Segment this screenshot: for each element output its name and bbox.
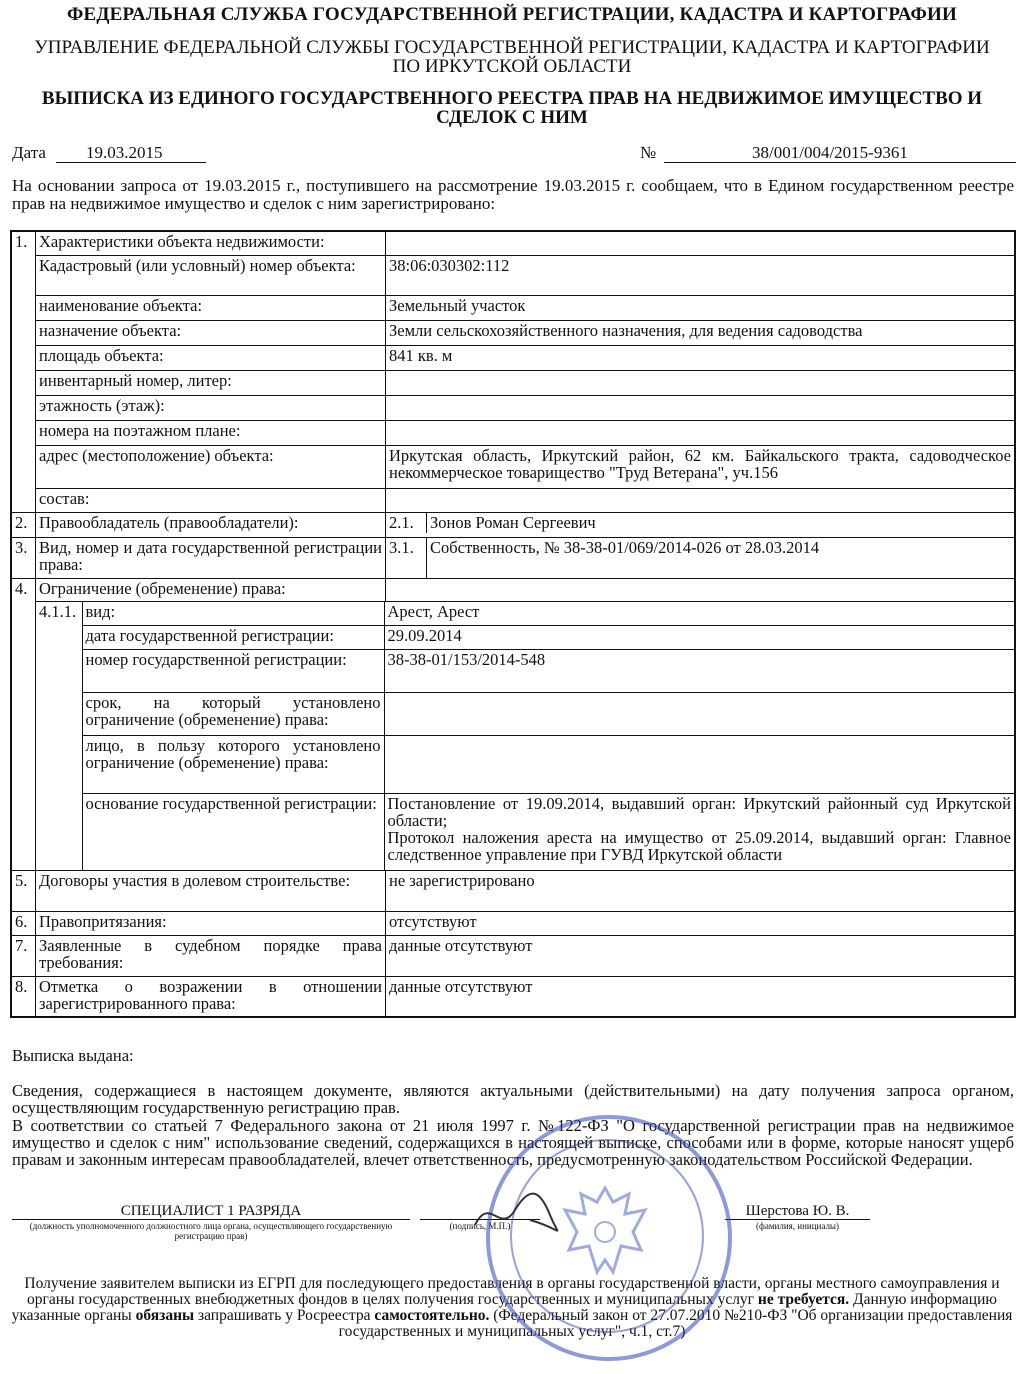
- signature-caption: (подпись, М.П.): [449, 1221, 511, 1231]
- court-claims-label: Заявленные в судебном порядке права требования:: [36, 935, 386, 976]
- inventory-label: инвентарный номер, литер:: [36, 370, 386, 395]
- address-label: адрес (местоположение) объекта:: [36, 445, 386, 488]
- regdate-value: 29.09.2014: [384, 626, 1014, 650]
- department-title: [0, 38, 1024, 76]
- owner-name: Зонов Роман Сергеевич: [430, 512, 596, 532]
- kind-value: Арест, Арест: [384, 602, 1014, 626]
- kind-label: вид:: [82, 602, 384, 626]
- person-label: лицо, в пользу которого установлено ограничение (обременение) права:: [82, 736, 384, 794]
- number-label: №: [640, 143, 657, 162]
- regdate-label: дата государственной регистрации:: [82, 626, 384, 650]
- signer-position: СПЕЦИАЛИСТ 1 РАЗРЯДА: [120, 1203, 302, 1219]
- right-label: Вид, номер и дата государственной регистрации права:: [36, 537, 386, 578]
- bottom-note: Получение заявителем выписки из ЕГРП для последующего предоставления в органы государственной власти, органы местного самоуправления и органы государственных внебюджетных фондов в целях получения государственных и муниципальных услуг не требуется. Данную информацию указанные органы обязаны запрашивать у Росреестра самостоятельно. (Федеральный закон от 27.07.2010 №210-ФЗ "Об организации предоставления государственных и муниципальных услуг", ч.1, ст.7): [11, 1275, 1013, 1340]
- signer-caption: (фамилия, инициалы): [756, 1221, 839, 1231]
- right-subnumber: 3.1.: [386, 538, 427, 578]
- section-7-number: 7.: [11, 935, 36, 976]
- section-6-number: 6.: [11, 911, 36, 935]
- regnum-value: 38-38-01/153/2014-548: [384, 650, 1014, 693]
- relevance-note: Сведения, содержащиеся в настоящем документе, являются актуальными (действительными) на дату получения запроса органом, осуществляющим государственную регистрацию прав.: [12, 1081, 1014, 1117]
- basis-value-line-1: Постановление от 19.09.2014, выдавший орган: Иркутский районный суд Иркутской области;: [387, 794, 1011, 830]
- owner-subnumber: 2.1.: [386, 513, 427, 533]
- department-line-1: УПРАВЛЕНИЕ ФЕДЕРАЛЬНОЙ СЛУЖБЫ ГОСУДАРСТВЕННОЙ РЕГИСТРАЦИИ, КАДАСТРА И КАРТОГРАФИИ: [34, 37, 990, 58]
- court-claims-value: данные отсутствуют: [386, 935, 1016, 976]
- floorplan-label: номера на поэтажном плане:: [36, 420, 386, 445]
- signer-name: Шерстова Ю. В.: [745, 1203, 850, 1219]
- issued-label: Выписка выдана:: [12, 1046, 134, 1065]
- section-1-title: Характеристики объекта недвижимости:: [36, 231, 386, 255]
- object-name: Земельный участок: [386, 295, 1016, 320]
- registry-table: [10, 230, 1016, 1018]
- position-caption: (должность уполномоченного должностного лица органа, осуществляющего государственную регистрацию прав): [29, 1221, 393, 1241]
- registry-number: 38/001/004/2015-9361: [752, 143, 908, 162]
- agency-title: ФЕДЕРАЛЬНАЯ СЛУЖБА ГОСУДАРСТВЕННОЙ РЕГИСТРАЦИИ, КАДАСТРА И КАРТОГРАФИИ: [67, 4, 957, 25]
- signature-scribble-icon: [470, 1185, 570, 1245]
- term-label: срок, на который установлено ограничение (обременение) права:: [82, 693, 384, 736]
- floors-label: этажность (этаж):: [36, 395, 386, 420]
- section-3-number: 3.: [11, 537, 36, 578]
- section-1-number: 1.: [11, 231, 36, 512]
- object-purpose-label: назначение объекта:: [36, 320, 386, 345]
- shared-construction-value: не зарегистрировано: [386, 870, 1016, 911]
- object-address: Иркутская область, Иркутский район, 62 км. Байкальского тракта, садоводческое некоммерческое товарищество "Труд Ветерана", уч.156: [386, 445, 1016, 488]
- department-line-2: ПО ИРКУТСКОЙ ОБЛАСТИ: [392, 56, 632, 77]
- intro-text: На основании запроса от 19.03.2015 г., поступившего на рассмотрение 19.03.2015 г. сообщаем, что в Едином государственном реестре прав на недвижимое имущество и сделок с ним зарегистрировано:: [12, 176, 1014, 213]
- section-2-number: 2.: [11, 512, 36, 537]
- cadastral-label: Кадастровый (или условный) номер объекта:: [36, 255, 386, 295]
- section-4-number: 4.: [11, 578, 36, 870]
- basis-value-line-2: Протокол наложения ареста на имущество от 25.09.2014, выдавший орган: Главное следственное управление при ГУВД Иркутской области: [387, 828, 1011, 864]
- objection-value: данные отсутствуют: [386, 976, 1016, 1017]
- encumbrance-subnumber: 4.1.1.: [36, 602, 82, 870]
- object-area-label: площадь объекта:: [36, 345, 386, 370]
- document-title: [0, 89, 1024, 127]
- section-5-number: 5.: [11, 870, 36, 911]
- date-value: 19.03.2015: [86, 143, 163, 162]
- document-title-line-1: ВЫПИСКА ИЗ ЕДИНОГО ГОСУДАРСТВЕННОГО РЕЕСТРА ПРАВ НА НЕДВИЖИМОЕ ИМУЩЕСТВО И: [41, 88, 983, 109]
- eagle-emblem-icon: [555, 1180, 655, 1290]
- object-name-label: наименование объекта:: [36, 295, 386, 320]
- object-purpose: Земли сельскохозяйственного назначения, для ведения садоводства: [386, 320, 1016, 345]
- objection-label: Отметка о возражении в отношении зарегистрированного права:: [36, 976, 386, 1017]
- composition-label: состав:: [36, 488, 386, 512]
- basis-value: [384, 794, 1014, 870]
- basis-label: основание государственной регистрации:: [82, 794, 384, 870]
- regnum-label: номер государственной регистрации:: [82, 650, 384, 693]
- law-note: В соответствии со статьей 7 Федерального закона от 21 июля 1997 г. №122-ФЗ "О государственной регистрации прав на недвижимое имущество и сделок с ним" использование сведений, содержащихся в настоящей выписке, способами или в форме, которые наносят ущерб правам и законным интересам правообладателей, влечет ответственность, предусмотренную законодательством Российской Федерации.: [12, 1116, 1014, 1169]
- right-value: Собственность, № 38-38-01/069/2014-026 от 28.03.2014: [430, 537, 820, 557]
- cadastral-number: 38:06:030302:112: [386, 255, 1016, 295]
- date-label: Дата: [12, 143, 46, 162]
- shared-construction-label: Договоры участия в долевом строительстве:: [36, 870, 386, 911]
- document-title-line-2: СДЕЛОК С НИМ: [436, 107, 588, 128]
- section-8-number: 8.: [11, 976, 36, 1017]
- object-area: 841 кв. м: [386, 345, 1016, 370]
- claims-value: отсутствуют: [386, 911, 1016, 935]
- encumbrance-label: Ограничение (обременение) права:: [36, 578, 386, 601]
- owner-label: Правообладатель (правообладатели):: [36, 512, 386, 537]
- claims-label: Правопритязания:: [36, 911, 386, 935]
